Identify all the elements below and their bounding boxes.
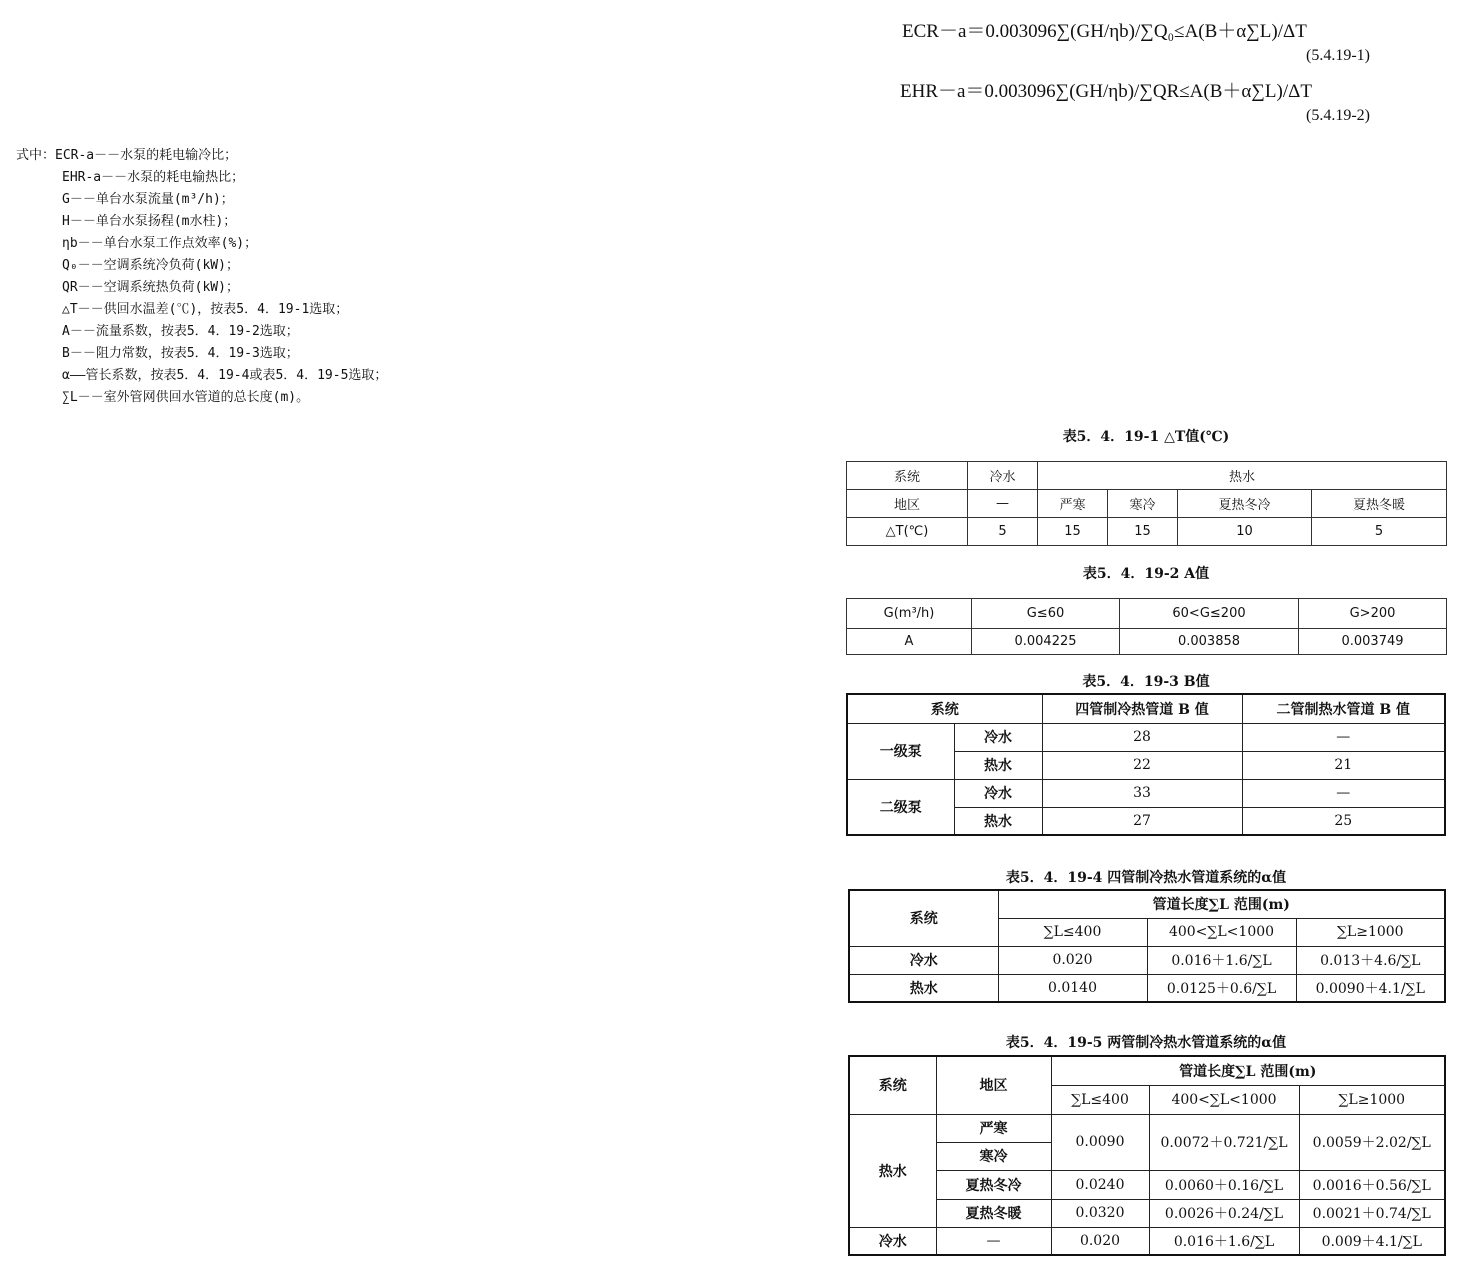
table-cell: 0.0320: [1051, 1199, 1149, 1227]
table-cell: 10: [1178, 518, 1312, 546]
table-cell: ∑L≥1000: [1299, 1085, 1445, 1114]
table-cell: 冷水: [968, 462, 1038, 490]
table-cell: 热水: [849, 974, 998, 1002]
legend-line: A－－流量系数，按表5．4．19-2选取；: [62, 324, 299, 339]
table-cell: 22: [1042, 751, 1242, 779]
table-cell: 15: [1108, 518, 1178, 546]
table-cell: 二级泵: [847, 779, 954, 835]
table-cell: 系统: [849, 1056, 936, 1114]
table4-title: 表5．4．19-4 四管制冷热水管道系统的α值: [1005, 870, 1287, 886]
table-cell: —: [1242, 779, 1445, 807]
table-cell: 系统: [847, 462, 968, 490]
table-cell: ∑L≤400: [998, 918, 1147, 946]
table-cell: 0.013＋4.6/∑L: [1296, 946, 1445, 974]
table-cell: —: [936, 1227, 1051, 1255]
table-cell: 0.0060＋0.16/∑L: [1149, 1170, 1299, 1199]
table-cell: 0.0090: [1051, 1114, 1149, 1170]
legend-line: ηb－－单台水泵工作点效率(%)；: [62, 236, 258, 251]
table-a-value: [846, 598, 1447, 655]
symbol-legend: [16, 145, 387, 409]
table-cell: 严寒: [936, 1114, 1051, 1142]
table-cell: 热水: [954, 751, 1042, 779]
table-cell: ∑L≤400: [1051, 1085, 1149, 1114]
legend-line: ∑L－－室外管网供回水管道的总长度(m)。: [62, 390, 310, 405]
table-cell: 21: [1242, 751, 1445, 779]
legend-line: α——管长系数，按表5．4．19-4或表5．4．19-5选取；: [62, 368, 388, 383]
table-alpha-four-pipe: [848, 889, 1446, 1003]
table-cell: 0.0125＋0.6/∑L: [1147, 974, 1296, 1002]
table-cell: —: [968, 490, 1038, 518]
table-delta-t: [846, 461, 1447, 546]
table-cell: A: [847, 629, 972, 655]
legend-line: B－－阻力常数，按表5．4．19-3选取；: [62, 346, 299, 361]
table-cell: —: [1242, 723, 1445, 751]
table-cell: 0.020: [998, 946, 1147, 974]
table-cell: 管道长度∑L 范围(m): [1051, 1056, 1445, 1085]
table-cell: 400<∑L<1000: [1149, 1085, 1299, 1114]
table-cell: 冷水: [849, 946, 998, 974]
table3-title: 表5．4．19-3 B值: [1082, 674, 1210, 690]
table-cell: 27: [1042, 807, 1242, 835]
table-cell: 5: [968, 518, 1038, 546]
table-cell: 15: [1038, 518, 1108, 546]
formula-ehr: EHR－a＝0.003096∑(GH/ηb)/∑QR≤A(B＋α∑L)/ΔT: [900, 81, 1312, 102]
table-cell: 0.0072＋0.721/∑L: [1149, 1114, 1299, 1170]
table-cell: 0.004225: [972, 629, 1120, 655]
legend-line: EHR-a－－水泵的耗电输热比；: [62, 170, 245, 185]
legend-line: G－－单台水泵流量(m³/h)；: [62, 192, 234, 207]
table-cell: 四管制冷热管道 B 值: [1042, 694, 1242, 723]
table-cell: 28: [1042, 723, 1242, 751]
table-cell: 热水: [1038, 462, 1447, 490]
table-cell: 地区: [847, 490, 968, 518]
table-cell: 热水: [849, 1114, 936, 1227]
table-cell: 0.0059＋2.02/∑L: [1299, 1114, 1445, 1170]
table-cell: 管道长度∑L 范围(m): [998, 890, 1445, 918]
table-cell: ∑L≥1000: [1296, 918, 1445, 946]
table-cell: 二管制热水管道 B 值: [1242, 694, 1445, 723]
table-cell: 夏热冬暖: [936, 1199, 1051, 1227]
table-cell: 0.0090＋4.1/∑L: [1296, 974, 1445, 1002]
legend-line: Q₀－－空调系统冷负荷(kW)；: [62, 258, 239, 273]
table-cell: 冷水: [954, 723, 1042, 751]
table-cell: 0.016＋1.6/∑L: [1147, 946, 1296, 974]
table-cell: 寒冷: [1108, 490, 1178, 518]
formula-ecr-number: (5.4.19-1): [1306, 47, 1370, 64]
legend-line: 式中：ECR-a－－水泵的耗电输冷比；: [16, 148, 238, 163]
table-cell: 地区: [936, 1056, 1051, 1114]
legend-line: QR－－空调系统热负荷(kW)；: [62, 280, 239, 295]
table-cell: 热水: [954, 807, 1042, 835]
table-cell: 0.0240: [1051, 1170, 1149, 1199]
table-cell: 0.016＋1.6/∑L: [1149, 1227, 1299, 1255]
table-cell: 夏热冬暖: [1312, 490, 1447, 518]
legend-line: △T－－供回水温差(℃)，按表5．4．19-1选取；: [62, 302, 349, 317]
table1-title: 表5．4．19-1 △T值(℃): [1062, 429, 1230, 445]
table-cell: 寒冷: [936, 1142, 1051, 1170]
table-cell: 夏热冬冷: [1178, 490, 1312, 518]
table-cell: 冷水: [954, 779, 1042, 807]
table-cell: 0.0021＋0.74/∑L: [1299, 1199, 1445, 1227]
table5-title: 表5．4．19-5 两管制冷热水管道系统的α值: [1005, 1035, 1287, 1051]
table-cell: 0.0140: [998, 974, 1147, 1002]
table-cell: G(m³/h): [847, 599, 972, 629]
table-b-value: [846, 693, 1446, 836]
table-cell: 5: [1312, 518, 1447, 546]
table-cell: 0.003858: [1120, 629, 1299, 655]
table-cell: 系统: [849, 890, 998, 946]
table-cell: 25: [1242, 807, 1445, 835]
table-cell: 0.009＋4.1/∑L: [1299, 1227, 1445, 1255]
table-cell: 60<G≤200: [1120, 599, 1299, 629]
table-cell: 系统: [847, 694, 1042, 723]
table-cell: 冷水: [849, 1227, 936, 1255]
table-alpha-two-pipe: [848, 1055, 1446, 1256]
table-cell: 0.020: [1051, 1227, 1149, 1255]
table-cell: 0.003749: [1299, 629, 1447, 655]
table-cell: 0.0016＋0.56/∑L: [1299, 1170, 1445, 1199]
table-cell: 400<∑L<1000: [1147, 918, 1296, 946]
table-cell: 0.0026＋0.24/∑L: [1149, 1199, 1299, 1227]
formula-ehr-number: (5.4.19-2): [1306, 107, 1370, 124]
table-cell: G>200: [1299, 599, 1447, 629]
legend-line: H－－单台水泵扬程(m水柱)；: [62, 214, 237, 229]
formula-ecr: ECR－a＝0.003096∑(GH/ηb)/∑Q₀≤A(B＋α∑L)/ΔT: [902, 21, 1307, 42]
table-cell: 严寒: [1038, 490, 1108, 518]
table2-title: 表5．4．19-2 A值: [1082, 566, 1210, 582]
table-cell: G≤60: [972, 599, 1120, 629]
table-cell: 33: [1042, 779, 1242, 807]
table-cell: 一级泵: [847, 723, 954, 779]
table-cell: △T(℃): [847, 518, 968, 546]
table-cell: 夏热冬冷: [936, 1170, 1051, 1199]
